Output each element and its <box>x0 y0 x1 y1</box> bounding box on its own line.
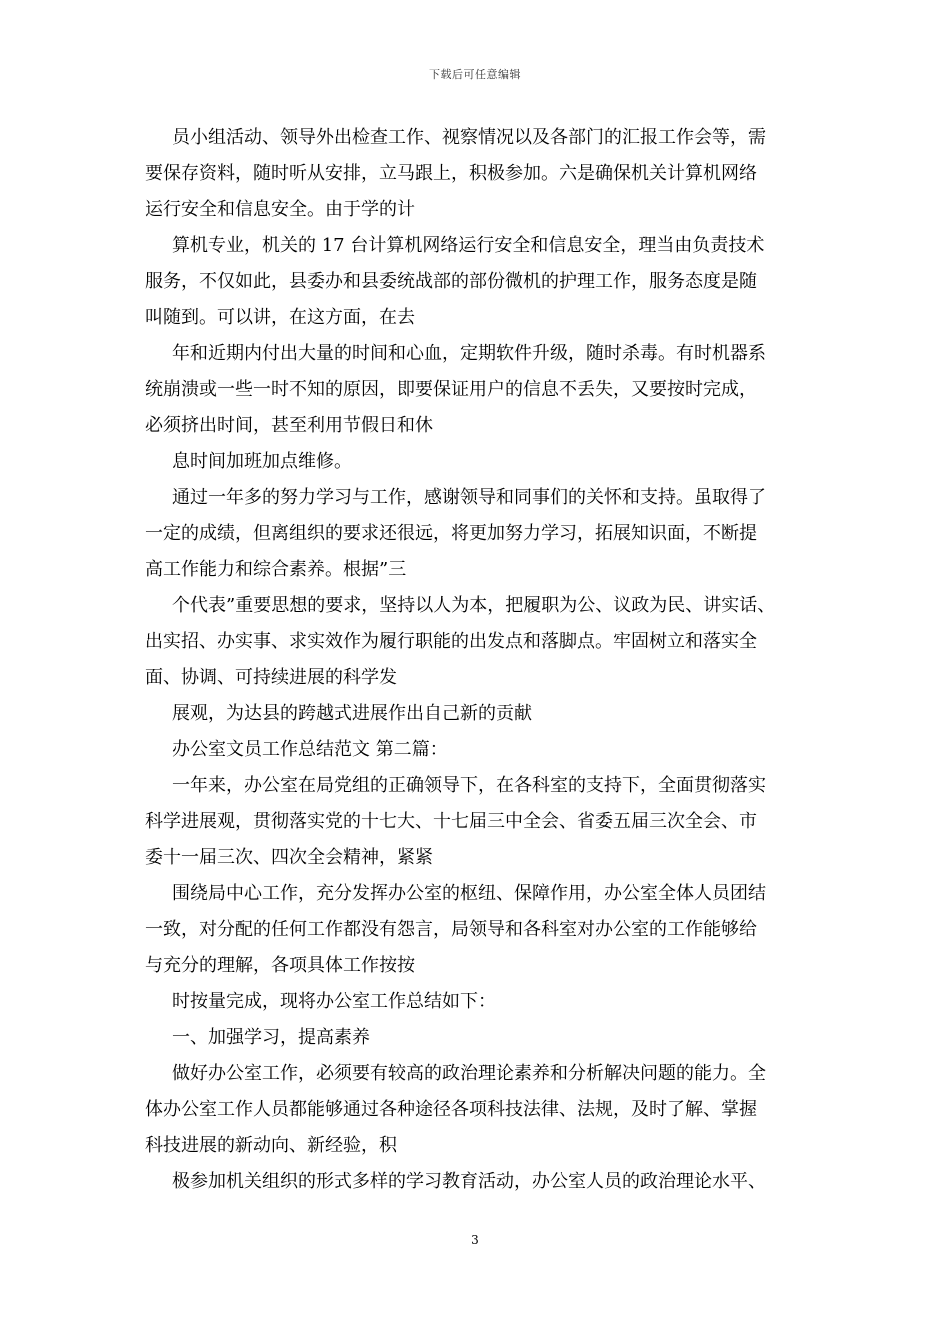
text-line: 必须挤出时间，甚至利用节假日和休 <box>145 415 433 436</box>
text-line: 一定的成绩，但离组织的要求还很远，将更加努力学习，拓展知识面，不断提 <box>145 523 757 544</box>
text-line: 体办公室工作人员都能够通过各种途径各项科技法律、法规，及时了解、掌握 <box>145 1099 757 1120</box>
text-line: 运行安全和信息安全。由于学的计 <box>145 199 415 220</box>
text-line: 科技进展的新动向、新经验，积 <box>145 1135 397 1156</box>
text-line: 极参加机关组织的形式多样的学习教育活动，办公室人员的政治理论水平、 <box>172 1171 766 1192</box>
text-line: 员小组活动、领导外出检查工作、视察情况以及各部门的汇报工作会等，需 <box>172 127 766 148</box>
text-line: 统崩溃或一些一时不知的原因，即要保证用户的信息不丢失，又要按时完成， <box>145 379 757 400</box>
text-line: 围绕局中心工作，充分发挥办公室的枢纽、保障作用，办公室全体人员团结 <box>172 883 766 904</box>
text-line: 个代表”重要思想的要求，坚持以人为本，把履职为公、议政为民、讲实话、 <box>172 595 776 616</box>
text-line: 面、协调、可持续进展的科学发 <box>145 667 397 688</box>
text-line: 一年来，办公室在局党组的正确领导下，在各科室的支持下，全面贯彻落实 <box>172 775 766 796</box>
text-line: 一、加强学习，提高素养 <box>172 1027 370 1048</box>
text-line: 息时间加班加点维修。 <box>172 451 352 472</box>
text-line: 与充分的理解，各项具体工作按按 <box>145 955 415 976</box>
text-line: 时按量完成，现将办公室工作总结如下： <box>172 991 496 1012</box>
text-line: 叫随到。可以讲，在这方面，在去 <box>145 307 415 328</box>
text-line: 出实招、办实事、求实效作为履行职能的出发点和落脚点。牢固树立和落实全 <box>145 631 757 652</box>
text-line: 办公室文员工作总结范文 第二篇： <box>172 739 448 760</box>
document-body <box>145 120 805 1200</box>
text-line: 通过一年多的努力学习与工作，感谢领导和同事们的关怀和支持。虽取得了 <box>172 487 766 508</box>
text-line: 年和近期内付出大量的时间和心血，定期软件升级，随时杀毒。有时机器系 <box>172 343 766 364</box>
text-line: 高工作能力和综合素养。根据”三 <box>145 559 407 580</box>
text-line: 科学进展观，贯彻落实党的十七大、十七届三中全会、省委五届三次全会、市 <box>145 811 757 832</box>
text-line: 一致，对分配的任何工作都没有怨言，局领导和各科室对办公室的工作能够给 <box>145 919 757 940</box>
text-line: 展观，为达县的跨越式进展作出自己新的贡献 <box>172 703 532 724</box>
text-line: 算机专业，机关的 17 台计算机网络运行安全和信息安全，理当由负责技术 <box>172 235 765 256</box>
page-number: 3 <box>471 1233 479 1247</box>
text-line: 委十一届三次、四次全会精神，紧紧 <box>145 847 433 868</box>
text-line: 服务，不仅如此，县委办和县委统战部的部份微机的护理工作，服务态度是随 <box>145 271 757 292</box>
text-line: 要保存资料，随时听从安排，立马跟上，积极参加。六是确保机关计算机网络 <box>145 163 757 184</box>
text-line: 做好办公室工作，必须要有较高的政治理论素养和分析解决问题的能力。全 <box>172 1063 766 1084</box>
page-header: 下载后可任意编辑 <box>429 68 521 81</box>
